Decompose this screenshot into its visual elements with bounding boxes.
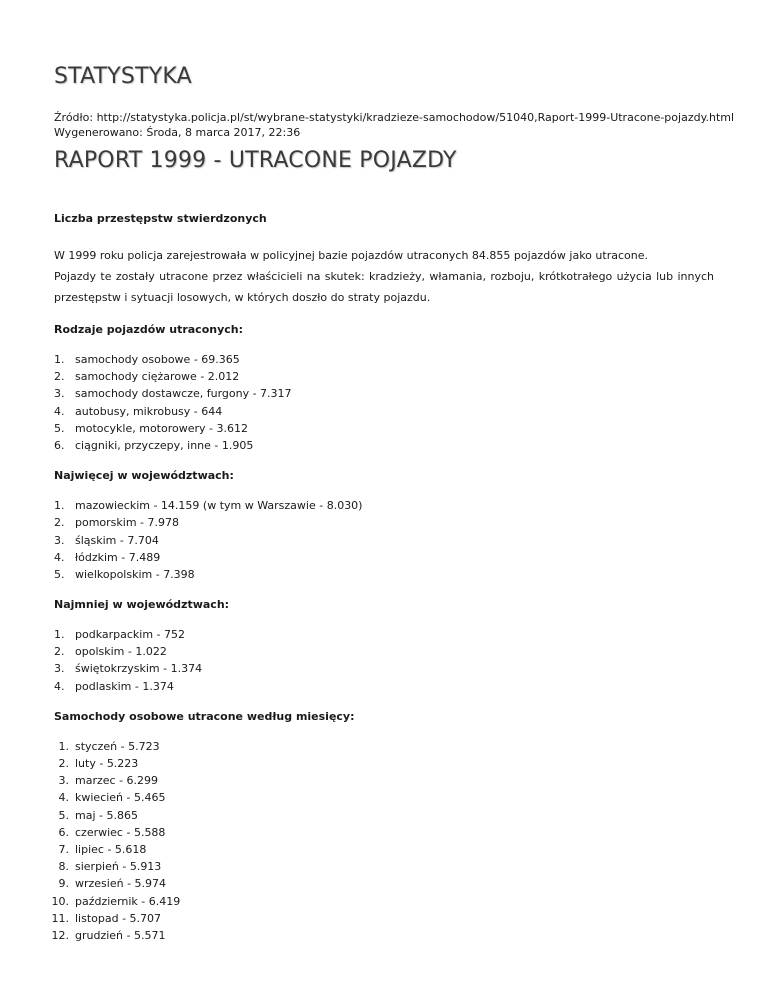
list-item xyxy=(54,678,714,695)
list-item xyxy=(54,532,714,549)
vehicle-types-heading: Rodzaje pojazdów utraconych: xyxy=(54,323,244,336)
list-item-text: grudzień - 5.571 xyxy=(75,928,166,942)
list-item-number: 12. xyxy=(51,928,69,942)
monthly-section xyxy=(51,709,714,944)
list-item xyxy=(54,755,714,772)
list-item-number: 6. xyxy=(58,825,69,839)
list-item-text: samochody osobowe - 69.365 xyxy=(75,353,240,366)
list-item-number: 5. xyxy=(54,421,65,435)
least-voivodeships-section xyxy=(54,597,714,695)
list-item-number: 2. xyxy=(58,757,69,770)
list-item xyxy=(54,643,714,660)
list-item-number: 3. xyxy=(54,533,65,547)
monthly-heading: Samochody osobowe utracone według miesięcy: xyxy=(54,709,355,723)
list-item xyxy=(54,789,714,806)
list-item-number: 4. xyxy=(54,550,65,564)
list-item-text: autobusy, mikrobusy - 644 xyxy=(75,404,223,418)
list-item-text: wrzesień - 5.974 xyxy=(75,877,167,891)
intro-paragraph-2: Pojazdy te zostały utracone przez właścicieli na skutek: kradzieży, włamania, rozboju, krótkotrałego użycia lub innych przestępstw i sytuacji losowych, w których doszło do straty pojazdu. xyxy=(54,270,714,304)
document-meta xyxy=(54,110,734,140)
list-item-text: mazowieckim - 14.159 (w tym w Warszawie - 8.030) xyxy=(75,499,363,513)
list-item-text: ciągniki, przyczepy, inne - 1.905 xyxy=(75,438,254,452)
list-item-number: 11. xyxy=(51,911,69,925)
list-item-text: opolskim - 1.022 xyxy=(75,645,167,659)
list-item xyxy=(54,497,714,514)
intro-text xyxy=(54,245,714,308)
list-item xyxy=(54,738,714,755)
site-title: STATYSTYKA xyxy=(54,64,192,89)
list-item-number: 5. xyxy=(58,808,69,822)
list-item xyxy=(54,626,714,643)
list-item-text: podlaskim - 1.374 xyxy=(75,679,174,693)
list-item-text: świętokrzyskim - 1.374 xyxy=(75,662,203,676)
list-item-number: 7. xyxy=(58,842,69,856)
list-item-text: motocykle, motorowery - 3.612 xyxy=(75,421,248,435)
list-item-text: samochody ciężarowe - 2.012 xyxy=(75,370,240,384)
monthly-list xyxy=(51,738,714,944)
list-item-number: 1. xyxy=(54,499,65,513)
list-item xyxy=(54,824,714,841)
generated-line: Wygenerowano: Środa, 8 marca 2017, 22:36 xyxy=(54,126,301,139)
list-item xyxy=(54,858,714,875)
list-item-number: 1. xyxy=(58,739,69,753)
list-item xyxy=(54,420,714,437)
vehicle-types-list xyxy=(54,351,714,454)
intro-paragraph-1: W 1999 roku policja zarejestrowała w policyjnej bazie pojazdów utraconych 84.855 pojazdów jako utracone. xyxy=(54,249,648,262)
list-item xyxy=(54,437,714,454)
list-item xyxy=(54,351,714,368)
least-voivodeships-list xyxy=(54,626,714,695)
list-item xyxy=(54,875,714,892)
list-item-text: maj - 5.865 xyxy=(75,808,138,822)
list-item-number: 4. xyxy=(54,404,65,418)
list-item-number: 2. xyxy=(54,370,65,384)
list-item-text: luty - 5.223 xyxy=(75,757,139,770)
report-content xyxy=(51,211,714,944)
source-line: Źródło: http://statystyka.policja.pl/st/wybrane-statystyki/kradzieze-samochodow/51040,Raport-1999-Utracone-pojazdy.html xyxy=(54,111,735,124)
list-item-number: 3. xyxy=(54,662,65,676)
list-item-text: łódzkim - 7.489 xyxy=(75,550,161,564)
least-voivodeships-heading: Najmniej w województwach: xyxy=(54,598,230,612)
list-item xyxy=(54,841,714,858)
list-item xyxy=(54,403,714,420)
list-item-text: lipiec - 5.618 xyxy=(75,842,147,856)
list-item-number: 9. xyxy=(58,877,69,891)
list-item xyxy=(51,927,714,944)
list-item-text: śląskim - 7.704 xyxy=(75,533,159,547)
list-item-number: 4. xyxy=(58,791,69,805)
list-item-text: październik - 6.419 xyxy=(75,894,181,908)
list-item xyxy=(54,385,714,402)
list-item-text: sierpień - 5.913 xyxy=(75,860,162,874)
list-item-number: 1. xyxy=(54,628,65,642)
list-item-number: 6. xyxy=(54,438,65,452)
list-item-text: pomorskim - 7.978 xyxy=(75,516,180,530)
list-item-number: 10. xyxy=(51,894,69,908)
most-voivodeships-list xyxy=(54,497,714,583)
most-voivodeships-heading: Najwięcej w województwach: xyxy=(54,469,234,483)
list-item-number: 5. xyxy=(54,567,65,581)
list-item-text: podkarpackim - 752 xyxy=(75,628,186,642)
list-item-text: czerwiec - 5.588 xyxy=(75,825,166,839)
list-item-number: 1. xyxy=(54,353,65,366)
list-item-number: 8. xyxy=(58,860,69,874)
list-item-number: 2. xyxy=(54,516,65,530)
list-item xyxy=(51,893,714,910)
most-voivodeships-section xyxy=(54,468,714,583)
list-item xyxy=(54,807,714,824)
list-item-text: wielkopolskim - 7.398 xyxy=(75,567,195,581)
list-item-text: kwiecień - 5.465 xyxy=(75,791,166,805)
list-item xyxy=(54,566,714,583)
intro-heading: Liczba przestępstw stwierdzonych xyxy=(54,212,267,225)
report-title: RAPORT 1999 - UTRACONE POJAZDY xyxy=(54,148,457,173)
list-item-text: marzec - 6.299 xyxy=(75,774,159,788)
vehicle-types-section xyxy=(54,322,714,454)
list-item xyxy=(54,368,714,385)
list-item-number: 3. xyxy=(54,387,65,401)
list-item-text: samochody dostawcze, furgony - 7.317 xyxy=(75,387,292,401)
list-item xyxy=(54,660,714,677)
list-item xyxy=(54,514,714,531)
list-item-text: styczeń - 5.723 xyxy=(75,739,160,753)
list-item-number: 3. xyxy=(58,774,69,788)
list-item xyxy=(54,549,714,566)
list-item-number: 2. xyxy=(54,645,65,659)
list-item xyxy=(51,910,714,927)
list-item xyxy=(54,772,714,789)
list-item-number: 4. xyxy=(54,679,65,693)
list-item-text: listopad - 5.707 xyxy=(75,911,162,925)
